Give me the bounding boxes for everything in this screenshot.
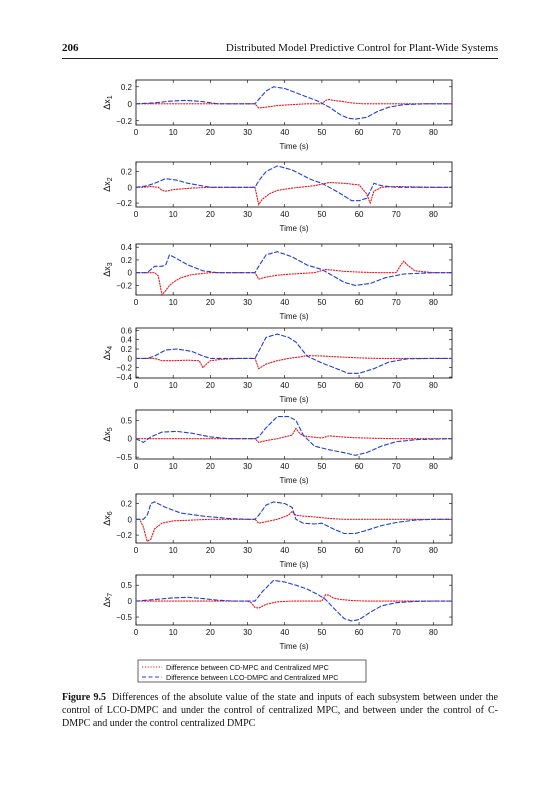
x-tick-label: 70	[391, 546, 401, 555]
x-tick-label: 40	[280, 210, 290, 219]
axes-frame	[136, 410, 452, 459]
caption-label: Figure 9.5	[62, 692, 106, 703]
x-tick-label: 30	[243, 628, 252, 637]
x-tick-label: 80	[428, 298, 438, 307]
series-cd-mpc-line	[136, 595, 452, 608]
x-tick-label: 20	[205, 210, 215, 219]
y-tick-label: −0.5	[116, 453, 132, 463]
y-tick-label: −0.2	[116, 199, 132, 209]
x-tick-label: 80	[428, 546, 438, 555]
axes-frame	[136, 575, 452, 625]
y-tick-label: 0.4	[120, 335, 132, 345]
x-axis-label: Time (s)	[279, 560, 309, 569]
x-tick-label: 70	[391, 381, 401, 390]
x-tick-label: 80	[428, 128, 438, 137]
x-tick-label: 60	[354, 628, 364, 637]
x-tick-label: 20	[205, 381, 215, 390]
x-tick-label: 60	[354, 210, 364, 219]
x-tick-label: 0	[133, 546, 139, 555]
y-tick-label: 0.4	[120, 243, 132, 253]
y-tick-label: 0	[127, 354, 132, 364]
x-tick-label: 40	[280, 628, 290, 637]
x-tick-label: 70	[391, 462, 401, 471]
y-tick-label: 0.5	[120, 581, 132, 591]
y-tick-label: −0.2	[116, 281, 132, 291]
x-tick-label: 30	[243, 462, 252, 471]
x-tick-label: 80	[428, 462, 438, 471]
axes-frame	[136, 328, 452, 378]
x-tick-label: 30	[243, 546, 252, 555]
y-tick-label: 0.2	[120, 345, 132, 355]
x-tick-label: 70	[391, 628, 401, 637]
y-tick-label: −0.4	[116, 373, 132, 383]
x-tick-label: 10	[168, 381, 178, 390]
legend-entry: Difference between LCO-DMPC and Centralized MPC	[166, 673, 339, 682]
y-tick-label: 0.5	[120, 416, 132, 426]
x-tick-label: 60	[354, 381, 364, 390]
x-tick-label: 60	[354, 128, 364, 137]
x-tick-label: 60	[354, 546, 364, 555]
axes-frame	[136, 244, 452, 295]
running-head: Distributed Model Predictive Control for Plant-Wide Systems	[225, 42, 498, 54]
y-tick-label: 0	[127, 434, 132, 444]
x-axis-label: Time (s)	[279, 312, 309, 321]
y-tick-label: 0	[127, 268, 132, 278]
legend	[138, 660, 366, 682]
x-tick-label: 0	[133, 381, 139, 390]
x-tick-label: 20	[205, 128, 215, 137]
x-tick-label: 30	[243, 298, 252, 307]
y-axis-label: $\Delta x_4$	[102, 345, 114, 361]
y-tick-label: 0.2	[120, 499, 132, 509]
subplot-2	[102, 162, 452, 233]
y-tick-label: 0	[127, 597, 132, 607]
x-tick-label: 50	[317, 462, 327, 471]
x-axis-label: Time (s)	[279, 642, 309, 651]
x-axis-label: Time (s)	[279, 476, 309, 485]
x-tick-label: 40	[280, 128, 290, 137]
x-tick-label: 80	[428, 381, 438, 390]
series-lco-dmpc-line	[136, 166, 452, 201]
x-tick-label: 0	[133, 298, 139, 307]
series-lco-dmpc-line	[136, 334, 452, 373]
subplot-6	[102, 494, 452, 569]
x-tick-label: 10	[168, 628, 178, 637]
x-tick-label: 40	[280, 546, 290, 555]
x-tick-label: 20	[205, 628, 215, 637]
y-tick-label: −0.2	[116, 531, 132, 541]
y-axis-label: $\Delta x_2$	[102, 177, 114, 192]
y-tick-label: −0.2	[116, 116, 132, 126]
axes-frame	[136, 494, 452, 543]
y-tick-label: 0.2	[120, 255, 132, 265]
legend-entry: Difference between CD-MPC and Centralized MPC	[166, 663, 329, 672]
x-tick-label: 0	[133, 210, 139, 219]
subplot-5	[102, 410, 452, 485]
x-tick-label: 20	[205, 298, 215, 307]
axes-frame	[136, 80, 452, 125]
page-number: 206	[62, 42, 79, 54]
series-cd-mpc-line	[136, 428, 452, 442]
x-tick-label: 50	[317, 628, 327, 637]
x-tick-label: 40	[280, 298, 290, 307]
series-lco-dmpc-line	[136, 252, 452, 286]
y-tick-label: 0.6	[120, 326, 132, 336]
y-tick-label: 0	[127, 515, 132, 525]
x-tick-label: 0	[133, 128, 139, 137]
x-tick-label: 30	[243, 210, 252, 219]
y-tick-label: −0.5	[116, 613, 132, 623]
x-tick-label: 70	[391, 128, 401, 137]
y-tick-label: 0.2	[120, 167, 132, 177]
x-tick-label: 70	[391, 298, 401, 307]
series-lco-dmpc-line	[136, 87, 452, 119]
y-axis-label: $\Delta x_5$	[102, 427, 114, 442]
x-tick-label: 0	[133, 462, 139, 471]
x-tick-label: 10	[168, 462, 178, 471]
subplot-1	[102, 80, 452, 151]
series-cd-mpc-line	[136, 511, 452, 541]
y-axis-label: $\Delta x_1$	[102, 95, 114, 110]
x-tick-label: 20	[205, 546, 215, 555]
x-tick-label: 10	[168, 546, 178, 555]
x-tick-label: 50	[317, 546, 327, 555]
x-tick-label: 10	[168, 298, 178, 307]
subplot-3	[102, 243, 452, 321]
series-cd-mpc-line	[136, 356, 452, 369]
x-tick-label: 30	[243, 381, 252, 390]
x-tick-label: 50	[317, 298, 327, 307]
x-tick-label: 50	[317, 128, 327, 137]
x-tick-label: 50	[317, 210, 327, 219]
x-tick-label: 50	[317, 381, 327, 390]
y-tick-label: 0	[127, 183, 132, 193]
subplot-4	[102, 326, 452, 404]
y-tick-label: 0	[127, 99, 132, 109]
x-tick-label: 40	[280, 462, 290, 471]
x-tick-label: 10	[168, 210, 178, 219]
series-cd-mpc-line	[136, 261, 452, 295]
x-tick-label: 30	[243, 128, 252, 137]
caption-text: Differences of the absolute value of the state and inputs of each subsystem between under the control of LCO-DMPC and under the control of centralized MPC, and between under the control of C-DMPC and under the control centralized DMPC	[62, 692, 498, 729]
x-axis-label: Time (s)	[279, 142, 309, 151]
x-tick-label: 80	[428, 210, 438, 219]
y-tick-label: −0.2	[116, 363, 132, 373]
y-axis-label: $\Delta x_7$	[102, 592, 114, 608]
x-tick-label: 60	[354, 462, 364, 471]
y-tick-label: 0.2	[120, 82, 132, 92]
series-cd-mpc-line	[136, 183, 452, 205]
x-tick-label: 0	[133, 628, 139, 637]
x-tick-label: 40	[280, 381, 290, 390]
x-tick-label: 60	[354, 298, 364, 307]
x-axis-label: Time (s)	[279, 224, 309, 233]
y-axis-label: $\Delta x_3$	[102, 262, 114, 277]
x-axis-label: Time (s)	[279, 395, 309, 404]
figure-caption	[62, 691, 498, 730]
x-tick-label: 20	[205, 462, 215, 471]
x-tick-label: 80	[428, 628, 438, 637]
y-axis-label: $\Delta x_6$	[102, 511, 114, 526]
axes-frame	[136, 162, 452, 207]
series-lco-dmpc-line	[136, 502, 452, 534]
x-tick-label: 10	[168, 128, 178, 137]
series-lco-dmpc-line	[136, 417, 452, 456]
subplot-7	[102, 575, 452, 651]
x-tick-label: 70	[391, 210, 401, 219]
